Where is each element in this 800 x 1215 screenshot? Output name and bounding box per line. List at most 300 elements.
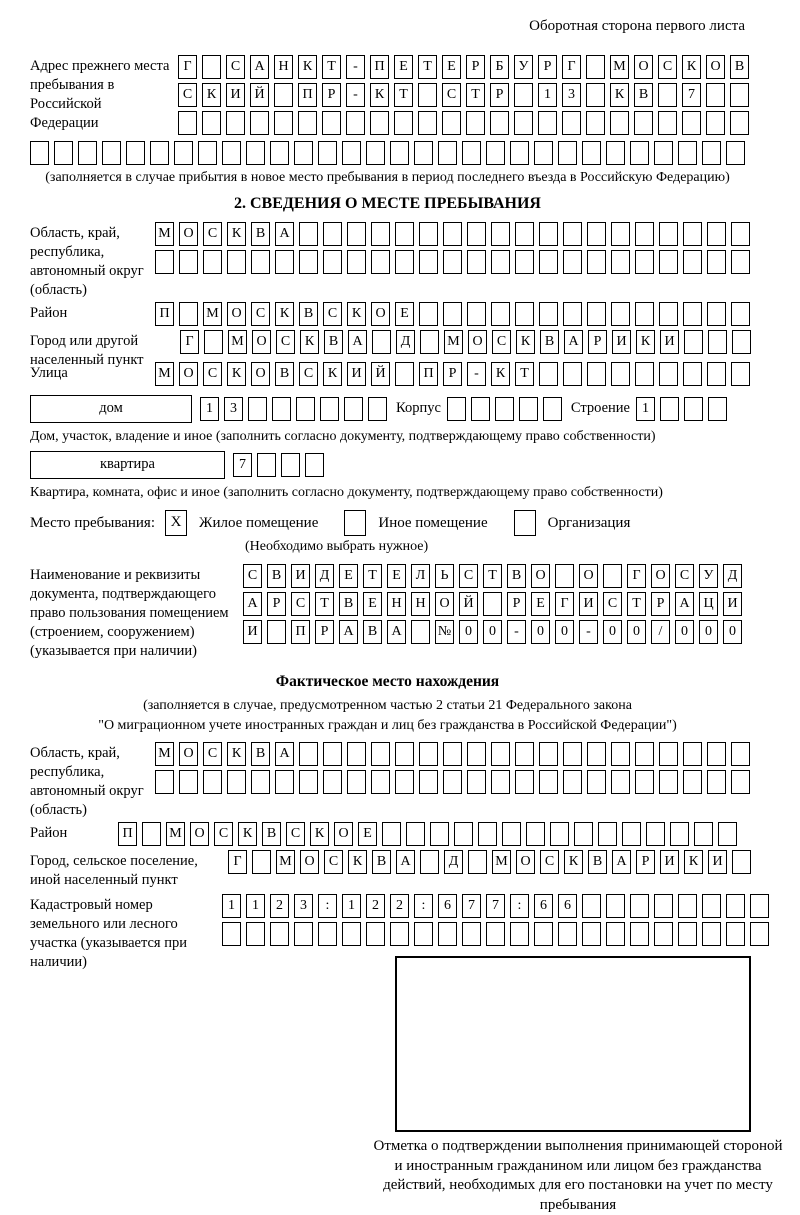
char-cell[interactable]: [443, 302, 462, 326]
char-cell[interactable]: [420, 850, 439, 874]
char-cell[interactable]: [539, 250, 558, 274]
char-cell[interactable]: И: [243, 620, 262, 644]
char-cell[interactable]: [204, 330, 223, 354]
char-cell[interactable]: Р: [588, 330, 607, 354]
char-cell[interactable]: [635, 250, 654, 274]
char-cell[interactable]: Р: [466, 55, 485, 79]
char-cell[interactable]: [257, 453, 276, 477]
char-cell[interactable]: [382, 822, 401, 846]
char-cell[interactable]: [630, 141, 649, 165]
char-cell[interactable]: В: [262, 822, 281, 846]
char-cell[interactable]: С: [286, 822, 305, 846]
char-cell[interactable]: [539, 742, 558, 766]
char-cell[interactable]: [732, 330, 751, 354]
char-cell[interactable]: С: [323, 302, 342, 326]
char-cell[interactable]: Б: [490, 55, 509, 79]
char-cell[interactable]: [270, 922, 289, 946]
char-cell[interactable]: 2: [270, 894, 289, 918]
char-cell[interactable]: И: [612, 330, 631, 354]
char-cell[interactable]: М: [228, 330, 247, 354]
char-cell[interactable]: [635, 362, 654, 386]
char-cell[interactable]: [587, 770, 606, 794]
char-cell[interactable]: [420, 330, 439, 354]
char-cell[interactable]: [179, 250, 198, 274]
char-cell[interactable]: И: [291, 564, 310, 588]
char-cell[interactable]: П: [155, 302, 174, 326]
char-cell[interactable]: Т: [394, 83, 413, 107]
char-cell[interactable]: 7: [682, 83, 701, 107]
char-cell[interactable]: [344, 397, 363, 421]
char-cell[interactable]: С: [492, 330, 511, 354]
char-cell[interactable]: Г: [228, 850, 247, 874]
char-cell[interactable]: С: [299, 362, 318, 386]
char-cell[interactable]: П: [118, 822, 137, 846]
char-cell[interactable]: [490, 111, 509, 135]
char-cell[interactable]: С: [243, 564, 262, 588]
char-cell[interactable]: [318, 141, 337, 165]
char-cell[interactable]: [730, 83, 749, 107]
char-cell[interactable]: [707, 770, 726, 794]
char-cell[interactable]: [515, 222, 534, 246]
char-cell[interactable]: [654, 141, 673, 165]
char-cell[interactable]: [750, 894, 769, 918]
char-cell[interactable]: Е: [339, 564, 358, 588]
char-cell[interactable]: К: [564, 850, 583, 874]
char-cell[interactable]: [347, 250, 366, 274]
char-cell[interactable]: В: [363, 620, 382, 644]
char-cell[interactable]: О: [468, 330, 487, 354]
char-cell[interactable]: У: [514, 55, 533, 79]
char-cell[interactable]: [294, 141, 313, 165]
char-cell[interactable]: 2: [366, 894, 385, 918]
char-cell[interactable]: Н: [411, 592, 430, 616]
char-cell[interactable]: [635, 222, 654, 246]
char-cell[interactable]: А: [275, 222, 294, 246]
char-cell[interactable]: [275, 250, 294, 274]
char-cell[interactable]: [296, 397, 315, 421]
char-cell[interactable]: [447, 397, 466, 421]
char-cell[interactable]: [174, 141, 193, 165]
char-cell[interactable]: 0: [483, 620, 502, 644]
char-cell[interactable]: М: [166, 822, 185, 846]
char-cell[interactable]: [78, 141, 97, 165]
char-cell[interactable]: [515, 770, 534, 794]
char-cell[interactable]: Т: [483, 564, 502, 588]
char-cell[interactable]: 6: [438, 894, 457, 918]
char-cell[interactable]: Р: [315, 620, 334, 644]
char-cell[interactable]: Е: [363, 592, 382, 616]
char-cell[interactable]: Й: [459, 592, 478, 616]
char-cell[interactable]: -: [346, 55, 365, 79]
char-cell[interactable]: [587, 250, 606, 274]
char-cell[interactable]: [515, 742, 534, 766]
char-cell[interactable]: [222, 922, 241, 946]
char-cell[interactable]: А: [243, 592, 262, 616]
char-cell[interactable]: [54, 141, 73, 165]
char-cell[interactable]: П: [370, 55, 389, 79]
char-cell[interactable]: [274, 111, 293, 135]
char-cell[interactable]: В: [730, 55, 749, 79]
char-cell[interactable]: Н: [387, 592, 406, 616]
char-cell[interactable]: Р: [538, 55, 557, 79]
char-cell[interactable]: О: [634, 55, 653, 79]
char-cell[interactable]: О: [371, 302, 390, 326]
char-cell[interactable]: 1: [342, 894, 361, 918]
char-cell[interactable]: К: [682, 55, 701, 79]
char-cell[interactable]: И: [579, 592, 598, 616]
char-cell[interactable]: [563, 250, 582, 274]
char-cell[interactable]: [634, 111, 653, 135]
char-cell[interactable]: О: [179, 222, 198, 246]
char-cell[interactable]: :: [510, 894, 529, 918]
char-cell[interactable]: [730, 111, 749, 135]
char-cell[interactable]: Г: [555, 592, 574, 616]
char-cell[interactable]: [368, 397, 387, 421]
char-cell[interactable]: А: [275, 742, 294, 766]
char-cell[interactable]: [660, 397, 679, 421]
char-cell[interactable]: [539, 222, 558, 246]
char-cell[interactable]: С: [203, 742, 222, 766]
char-cell[interactable]: [227, 770, 246, 794]
char-cell[interactable]: [252, 850, 271, 874]
char-cell[interactable]: [702, 922, 721, 946]
char-cell[interactable]: О: [300, 850, 319, 874]
char-cell[interactable]: В: [588, 850, 607, 874]
char-cell[interactable]: [603, 564, 622, 588]
char-cell[interactable]: [370, 111, 389, 135]
char-cell[interactable]: [582, 894, 601, 918]
char-cell[interactable]: 0: [675, 620, 694, 644]
char-cell[interactable]: К: [202, 83, 221, 107]
char-cell[interactable]: [611, 250, 630, 274]
char-cell[interactable]: [646, 822, 665, 846]
char-cell[interactable]: Ь: [435, 564, 454, 588]
char-cell[interactable]: [323, 222, 342, 246]
char-cell[interactable]: [442, 111, 461, 135]
char-cell[interactable]: [678, 922, 697, 946]
char-cell[interactable]: А: [612, 850, 631, 874]
char-cell[interactable]: [562, 111, 581, 135]
char-cell[interactable]: [394, 111, 413, 135]
char-cell[interactable]: В: [251, 222, 270, 246]
char-cell[interactable]: 0: [627, 620, 646, 644]
char-cell[interactable]: [539, 302, 558, 326]
char-cell[interactable]: А: [564, 330, 583, 354]
char-cell[interactable]: Р: [651, 592, 670, 616]
char-cell[interactable]: [281, 453, 300, 477]
char-cell[interactable]: 1: [538, 83, 557, 107]
char-cell[interactable]: [654, 894, 673, 918]
char-cell[interactable]: С: [203, 362, 222, 386]
char-cell[interactable]: [390, 141, 409, 165]
char-cell[interactable]: [706, 111, 725, 135]
char-cell[interactable]: Г: [627, 564, 646, 588]
char-cell[interactable]: [731, 742, 750, 766]
char-cell[interactable]: [126, 141, 145, 165]
char-cell[interactable]: [274, 83, 293, 107]
char-cell[interactable]: [495, 397, 514, 421]
char-cell[interactable]: [419, 302, 438, 326]
char-cell[interactable]: В: [267, 564, 286, 588]
char-cell[interactable]: [466, 111, 485, 135]
char-cell[interactable]: Е: [387, 564, 406, 588]
char-cell[interactable]: №: [435, 620, 454, 644]
char-cell[interactable]: -: [467, 362, 486, 386]
char-cell[interactable]: [683, 742, 702, 766]
char-cell[interactable]: [248, 397, 267, 421]
char-cell[interactable]: [347, 770, 366, 794]
char-cell[interactable]: Т: [315, 592, 334, 616]
char-cell[interactable]: [395, 250, 414, 274]
char-cell[interactable]: К: [347, 302, 366, 326]
char-cell[interactable]: В: [634, 83, 653, 107]
char-cell[interactable]: [563, 770, 582, 794]
char-cell[interactable]: [299, 222, 318, 246]
char-cell[interactable]: [275, 770, 294, 794]
char-cell[interactable]: [468, 850, 487, 874]
char-cell[interactable]: [587, 362, 606, 386]
char-cell[interactable]: Д: [315, 564, 334, 588]
char-cell[interactable]: [390, 922, 409, 946]
char-cell[interactable]: Д: [396, 330, 415, 354]
char-cell[interactable]: [347, 742, 366, 766]
char-cell[interactable]: [731, 362, 750, 386]
char-cell[interactable]: [443, 250, 462, 274]
char-cell[interactable]: О: [651, 564, 670, 588]
char-cell[interactable]: Е: [395, 302, 414, 326]
char-cell[interactable]: В: [275, 362, 294, 386]
char-cell[interactable]: [586, 55, 605, 79]
char-cell[interactable]: Й: [250, 83, 269, 107]
char-cell[interactable]: К: [298, 55, 317, 79]
char-cell[interactable]: [683, 362, 702, 386]
char-cell[interactable]: О: [252, 330, 271, 354]
char-cell[interactable]: П: [419, 362, 438, 386]
char-cell[interactable]: [659, 302, 678, 326]
char-cell[interactable]: [707, 222, 726, 246]
char-cell[interactable]: С: [178, 83, 197, 107]
char-cell[interactable]: [683, 770, 702, 794]
char-cell[interactable]: [708, 330, 727, 354]
char-cell[interactable]: Т: [515, 362, 534, 386]
char-cell[interactable]: М: [155, 742, 174, 766]
char-cell[interactable]: [539, 362, 558, 386]
char-cell[interactable]: У: [699, 564, 718, 588]
char-cell[interactable]: [515, 250, 534, 274]
char-cell[interactable]: 7: [233, 453, 252, 477]
char-cell[interactable]: [371, 770, 390, 794]
char-cell[interactable]: И: [708, 850, 727, 874]
char-cell[interactable]: 7: [462, 894, 481, 918]
char-cell[interactable]: /: [651, 620, 670, 644]
char-cell[interactable]: И: [226, 83, 245, 107]
char-cell[interactable]: С: [459, 564, 478, 588]
char-cell[interactable]: А: [348, 330, 367, 354]
char-cell[interactable]: [750, 922, 769, 946]
char-cell[interactable]: Р: [322, 83, 341, 107]
char-cell[interactable]: [414, 141, 433, 165]
char-cell[interactable]: -: [579, 620, 598, 644]
char-cell[interactable]: [198, 141, 217, 165]
char-cell[interactable]: К: [310, 822, 329, 846]
char-cell[interactable]: К: [516, 330, 535, 354]
char-cell[interactable]: [203, 250, 222, 274]
char-cell[interactable]: Е: [442, 55, 461, 79]
char-cell[interactable]: О: [516, 850, 535, 874]
char-cell[interactable]: [731, 302, 750, 326]
char-cell[interactable]: [491, 742, 510, 766]
char-cell[interactable]: [563, 302, 582, 326]
char-cell[interactable]: С: [276, 330, 295, 354]
char-cell[interactable]: Й: [371, 362, 390, 386]
char-cell[interactable]: [606, 922, 625, 946]
char-cell[interactable]: [372, 330, 391, 354]
char-cell[interactable]: С: [540, 850, 559, 874]
char-cell[interactable]: [395, 362, 414, 386]
char-cell[interactable]: Р: [267, 592, 286, 616]
char-cell[interactable]: [555, 564, 574, 588]
char-cell[interactable]: Д: [444, 850, 463, 874]
char-cell[interactable]: [582, 922, 601, 946]
char-cell[interactable]: Т: [466, 83, 485, 107]
char-cell[interactable]: А: [675, 592, 694, 616]
char-cell[interactable]: [526, 822, 545, 846]
char-cell[interactable]: Г: [180, 330, 199, 354]
char-cell[interactable]: [30, 141, 49, 165]
char-cell[interactable]: Ц: [699, 592, 718, 616]
char-cell[interactable]: [491, 770, 510, 794]
char-cell[interactable]: [414, 922, 433, 946]
char-cell[interactable]: [202, 111, 221, 135]
char-cell[interactable]: О: [334, 822, 353, 846]
char-cell[interactable]: [150, 141, 169, 165]
char-cell[interactable]: [347, 222, 366, 246]
char-cell[interactable]: Т: [363, 564, 382, 588]
char-cell[interactable]: Р: [443, 362, 462, 386]
char-cell[interactable]: [155, 770, 174, 794]
char-cell[interactable]: П: [291, 620, 310, 644]
char-cell[interactable]: 0: [555, 620, 574, 644]
char-cell[interactable]: С: [203, 222, 222, 246]
char-cell[interactable]: [267, 620, 286, 644]
stay-type-checkbox-other[interactable]: [344, 510, 366, 536]
char-cell[interactable]: С: [658, 55, 677, 79]
char-cell[interactable]: Е: [358, 822, 377, 846]
char-cell[interactable]: С: [214, 822, 233, 846]
char-cell[interactable]: [491, 222, 510, 246]
char-cell[interactable]: О: [251, 362, 270, 386]
char-cell[interactable]: [178, 111, 197, 135]
char-cell[interactable]: [563, 742, 582, 766]
char-cell[interactable]: [251, 770, 270, 794]
char-cell[interactable]: [510, 141, 529, 165]
char-cell[interactable]: [486, 141, 505, 165]
char-cell[interactable]: [246, 922, 265, 946]
char-cell[interactable]: К: [684, 850, 703, 874]
char-cell[interactable]: [606, 894, 625, 918]
char-cell[interactable]: С: [675, 564, 694, 588]
char-cell[interactable]: [179, 770, 198, 794]
char-cell[interactable]: -: [346, 83, 365, 107]
char-cell[interactable]: О: [706, 55, 725, 79]
char-cell[interactable]: [611, 302, 630, 326]
char-cell[interactable]: [395, 770, 414, 794]
char-cell[interactable]: Е: [531, 592, 550, 616]
char-cell[interactable]: Р: [490, 83, 509, 107]
char-cell[interactable]: [708, 397, 727, 421]
char-cell[interactable]: К: [227, 222, 246, 246]
char-cell[interactable]: [371, 250, 390, 274]
char-cell[interactable]: [443, 222, 462, 246]
char-cell[interactable]: [543, 397, 562, 421]
char-cell[interactable]: В: [507, 564, 526, 588]
char-cell[interactable]: [659, 742, 678, 766]
stay-type-checkbox-organization[interactable]: [514, 510, 536, 536]
char-cell[interactable]: -: [507, 620, 526, 644]
char-cell[interactable]: Т: [322, 55, 341, 79]
char-cell[interactable]: [299, 250, 318, 274]
char-cell[interactable]: [707, 302, 726, 326]
char-cell[interactable]: [443, 742, 462, 766]
char-cell[interactable]: К: [238, 822, 257, 846]
char-cell[interactable]: [635, 742, 654, 766]
char-cell[interactable]: [323, 770, 342, 794]
char-cell[interactable]: О: [179, 742, 198, 766]
char-cell[interactable]: [272, 397, 291, 421]
char-cell[interactable]: В: [324, 330, 343, 354]
char-cell[interactable]: Е: [394, 55, 413, 79]
char-cell[interactable]: И: [347, 362, 366, 386]
char-cell[interactable]: Г: [178, 55, 197, 79]
char-cell[interactable]: К: [370, 83, 389, 107]
char-cell[interactable]: [563, 222, 582, 246]
char-cell[interactable]: [586, 111, 605, 135]
char-cell[interactable]: [467, 742, 486, 766]
char-cell[interactable]: [142, 822, 161, 846]
char-cell[interactable]: 3: [224, 397, 243, 421]
char-cell[interactable]: 6: [558, 894, 577, 918]
char-cell[interactable]: [574, 822, 593, 846]
char-cell[interactable]: М: [155, 222, 174, 246]
char-cell[interactable]: В: [339, 592, 358, 616]
char-cell[interactable]: [502, 822, 521, 846]
char-cell[interactable]: [299, 770, 318, 794]
char-cell[interactable]: [654, 922, 673, 946]
char-cell[interactable]: П: [298, 83, 317, 107]
char-cell[interactable]: [670, 822, 689, 846]
char-cell[interactable]: [659, 770, 678, 794]
char-cell[interactable]: С: [251, 302, 270, 326]
char-cell[interactable]: [462, 141, 481, 165]
char-cell[interactable]: [179, 302, 198, 326]
char-cell[interactable]: 1: [246, 894, 265, 918]
char-cell[interactable]: [483, 592, 502, 616]
char-cell[interactable]: С: [324, 850, 343, 874]
char-cell[interactable]: [419, 250, 438, 274]
char-cell[interactable]: [610, 111, 629, 135]
char-cell[interactable]: [366, 922, 385, 946]
char-cell[interactable]: [486, 922, 505, 946]
char-cell[interactable]: [438, 141, 457, 165]
char-cell[interactable]: М: [610, 55, 629, 79]
char-cell[interactable]: [467, 250, 486, 274]
char-cell[interactable]: 1: [200, 397, 219, 421]
char-cell[interactable]: И: [660, 330, 679, 354]
char-cell[interactable]: О: [190, 822, 209, 846]
char-cell[interactable]: [732, 850, 751, 874]
char-cell[interactable]: [371, 222, 390, 246]
char-cell[interactable]: 6: [534, 894, 553, 918]
